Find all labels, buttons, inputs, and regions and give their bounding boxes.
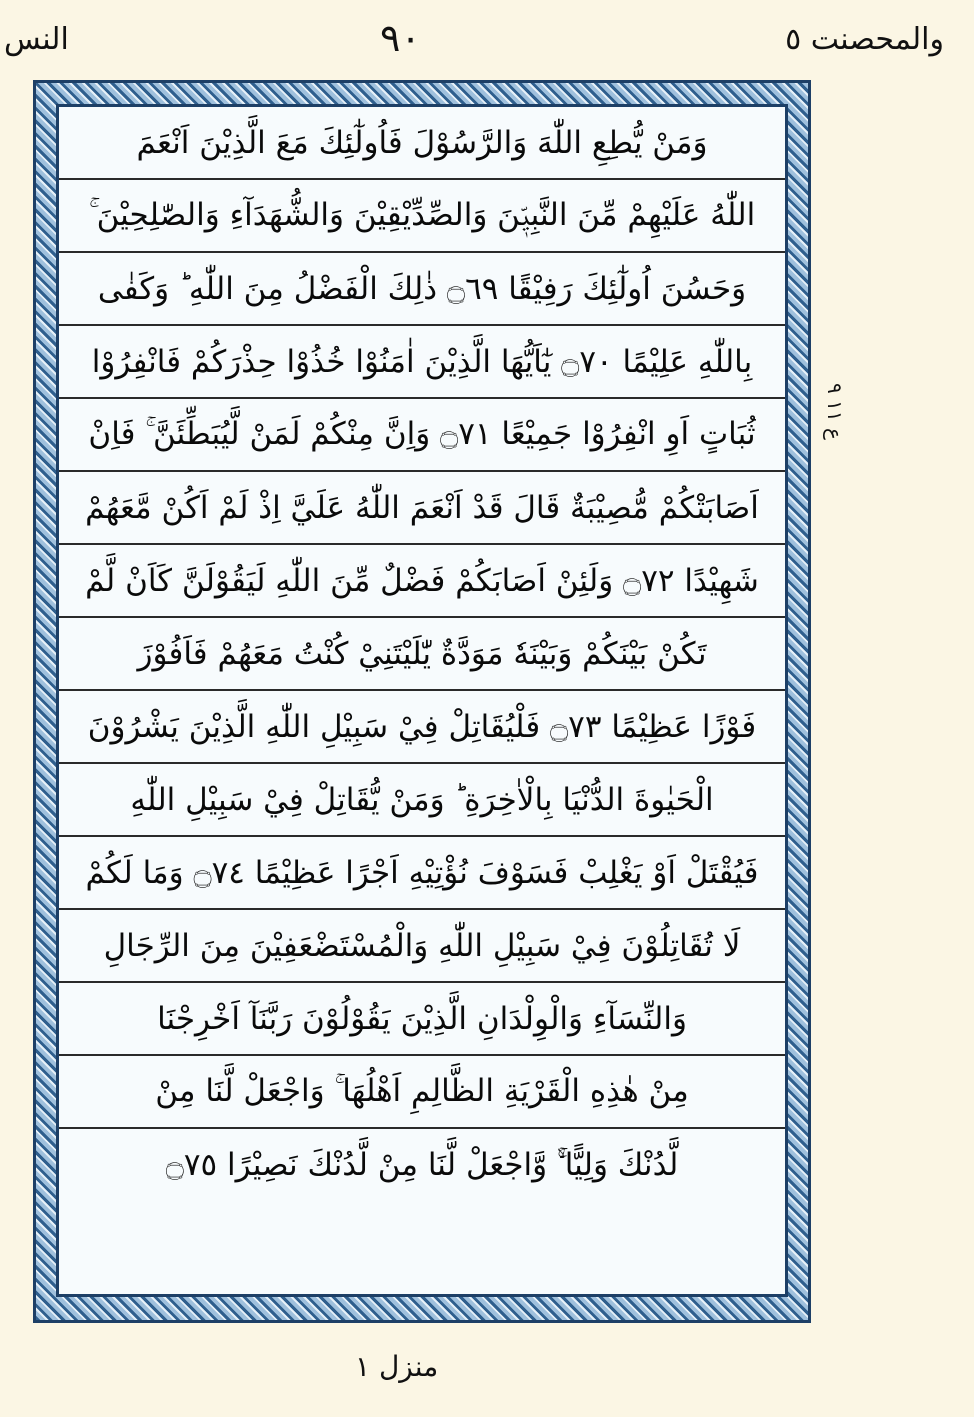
verse-line-2: اللّٰهُ عَلَيْهِمْ مِّنَ النَّبِيّٖنَ وَالصِّدِّيْقِيْنَ وَالشُّهَدَآءِ وَالصّٰلِحِيْنَ ۚ xyxy=(59,180,785,253)
verse-line-7: شَهِيْدًا ۝٧٢ وَلَئِنْ اَصَابَكُمْ فَضْلٌ مِّنَ اللّٰهِ لَيَقُوْلَنَّ كَاَنْ لَّمْ xyxy=(59,545,785,618)
manzil-label: منزل ١ xyxy=(355,1350,439,1383)
verse-line-5: ثُبَاتٍ اَوِ انْفِرُوْا جَمِيْعًا ۝٧١ وَاِنَّ مِنْكُمْ لَمَنْ لَّيُبَطِّئَنَّ ۚ فَاِنْ xyxy=(59,399,785,472)
page-footer xyxy=(0,1330,974,1417)
verse-line-10: الْحَيٰوةَ الدُّنْيَا بِالْاٰخِرَةِ ؕ وَمَنْ يُّقَاتِلْ فِيْ سَبِيْلِ اللّٰهِ xyxy=(59,764,785,837)
verse-line-4: بِاللّٰهِ عَلِيْمًا ۝٧٠ يٰٓاَيُّهَا الَّذِيْنَ اٰمَنُوْا خُذُوْا حِذْرَكُمْ فَانْفِرُوْا xyxy=(59,326,785,399)
page-header xyxy=(0,0,974,80)
verse-line-13: وَالنِّسَآءِ وَالْوِلْدَانِ الَّذِيْنَ يَقُوْلُوْنَ رَبَّنَآ اَخْرِجْنَا xyxy=(59,983,785,1056)
verse-line-8: تَكُنْ بَيْنَكُمْ وَبَيْنَهٗ مَوَدَّةٌ يّٰلَيْتَنِيْ كُنْتُ مَعَهُمْ فَاَفُوْزَ xyxy=(59,618,785,691)
verse-line-3: وَحَسُنَ اُولٰٓئِكَ رَفِيْقًا ۝٦٩ ذٰلِكَ الْفَضْلُ مِنَ اللّٰهِ ؕ وَكَفٰى xyxy=(59,253,785,326)
verse-line-9: فَوْزًا عَظِيْمًا ۝٧٣ فَلْيُقَاتِلْ فِيْ سَبِيْلِ اللّٰهِ الَّذِيْنَ يَشْرُوْنَ xyxy=(59,691,785,764)
ruku-marker: ع ١١ ٩ xyxy=(823,382,847,440)
verse-line-12: لَا تُقَاتِلُوْنَ فِيْ سَبِيْلِ اللّٰهِ وَالْمُسْتَضْعَفِيْنَ مِنَ الرِّجَالِ xyxy=(59,910,785,983)
page-number: ٩٠ xyxy=(380,16,421,60)
ornamental-border xyxy=(33,80,811,1323)
text-panel xyxy=(56,104,788,1297)
verse-line-15: لَّدُنْكَ وَلِيًّا ۚۙ وَّاجْعَلْ لَّنَا مِنْ لَّدُنْكَ نَصِيْرًا ۝٧٥ xyxy=(165,1147,679,1183)
verse-line-6: اَصَابَتْكُمْ مُّصِيْبَةٌ قَالَ قَدْ اَنْعَمَ اللّٰهُ عَلَيَّ اِذْ لَمْ اَكُنْ مَّعَهُمْ xyxy=(59,472,785,545)
surah-name-right: والمحصنت ٥ xyxy=(785,22,944,57)
verse-line-1: وَمَنْ يُّطِعِ اللّٰهَ وَالرَّسُوْلَ فَاُولٰٓئِكَ مَعَ الَّذِيْنَ اَنْعَمَ xyxy=(59,107,785,180)
verse-line-14: مِنْ هٰذِهِ الْقَرْيَةِ الظَّالِمِ اَهْلُهَا ۚ وَاجْعَلْ لَّنَا مِنْ xyxy=(59,1056,785,1129)
surah-name-left: النس xyxy=(4,22,69,57)
verse-line-11: فَيُقْتَلْ اَوْ يَغْلِبْ فَسَوْفَ نُؤْتِيْهِ اَجْرًا عَظِيْمًا ۝٧٤ وَمَا لَكُمْ xyxy=(59,837,785,910)
